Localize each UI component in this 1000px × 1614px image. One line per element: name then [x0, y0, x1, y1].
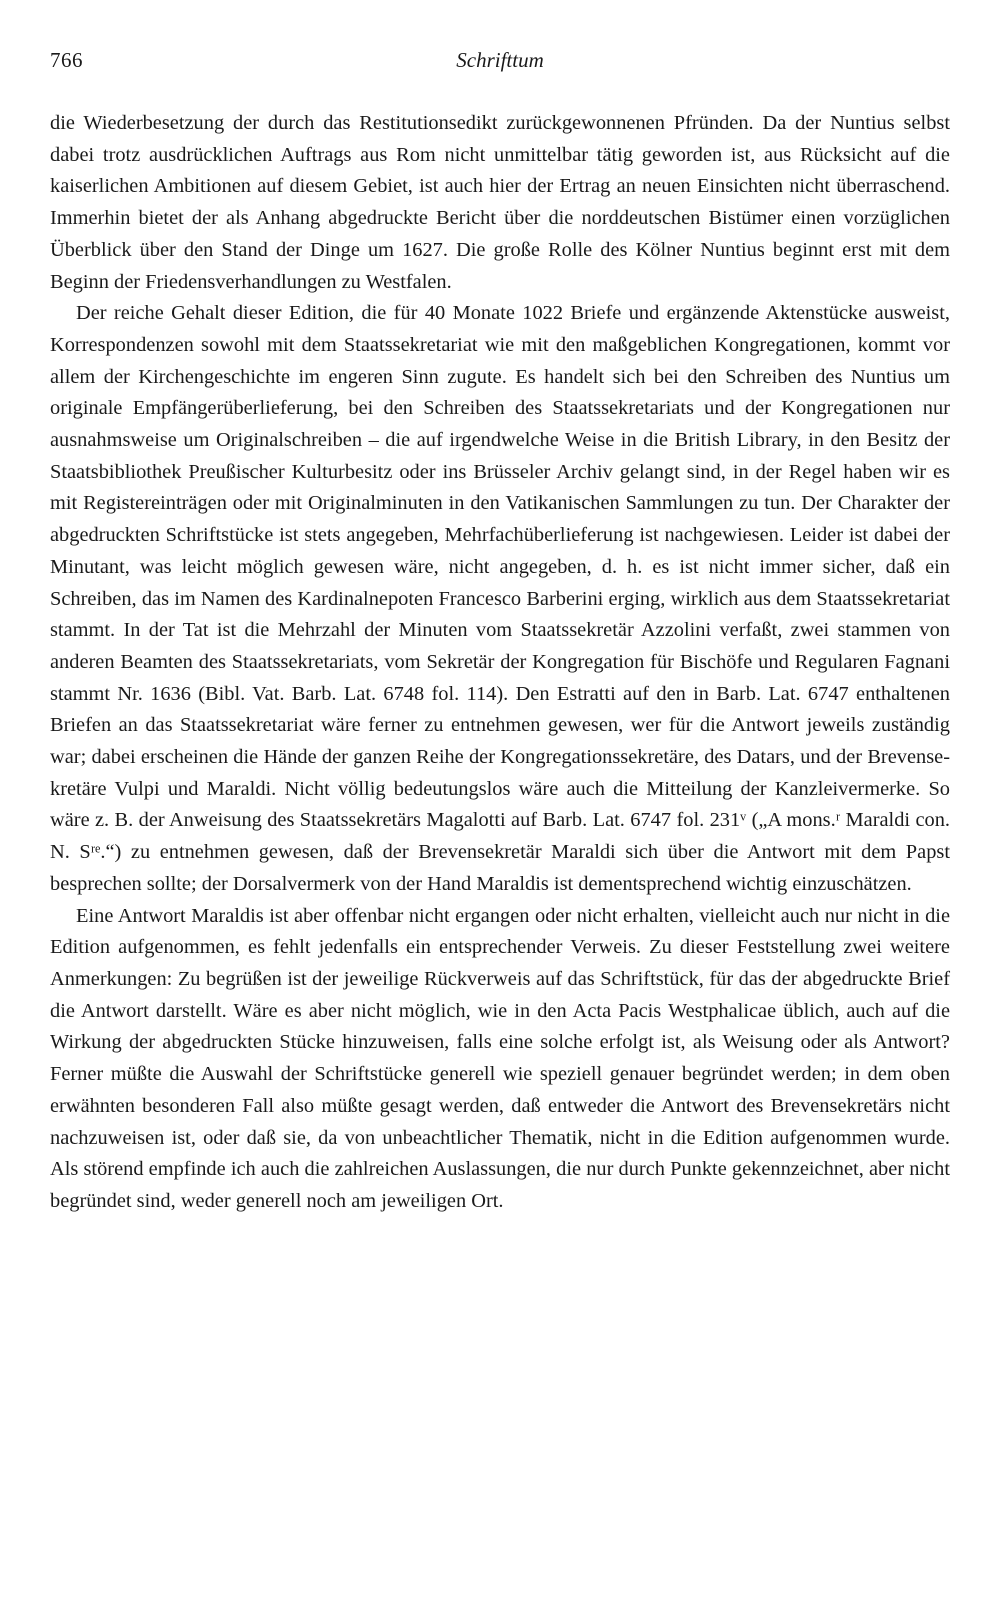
running-title: Schrifttum: [456, 48, 544, 72]
paragraph-2: Der reiche Gehalt dieser Edition, die für 40 Monate 1022 Briefe und ergänzende Aktenstücke ausweist, Korrespondenzen sowohl mit dem Staatssekretariat wie mit den maßgeblichen Kongregationen, kommt vor allem der Kirchengeschichte im engeren Sinn zugute. Es handelt sich bei den Schreiben des Nuntius um originale Empfängerüberlieferung, bei den Schreiben des Staatssekretariats und der Kongregationen nur ausnahmsweise um Originalschreiben – die auf irgendwelche Weise in die British Library, in den Besitz der Staatsbibliothek Preußischer Kulturbesitz oder ins Brüsseler Archiv gelangt sind, in der Regel haben wir es mit Registereinträgen oder mit Originalminuten in den Vatikanischen Sammlungen zu tun. Der Charakter der abgedruckten Schriftstücke ist stets angegeben, Mehrfachüberlieferung ist nachgewiesen. Leider ist dabei der Minutant, was leicht möglich gewesen wäre, nicht angegeben, d. h. es ist nicht immer sicher, daß ein Schreiben, das im Namen des Kardinalnepoten Francesco Barberini erging, wirklich aus dem Staatssekretariat stammt. In der Tat ist die Mehrzahl der Minuten vom Staatssekretär Azzolini verfaßt, zwei stammen von anderen Beamten des Staatssekretariats, vom Sekretär der Kongregation für Bischöfe und Regularen Fagnani stammt Nr. 1636 (Bibl. Vat. Barb. Lat. 6748 fol. 114). Den Estratti auf den in Barb. Lat. 6747 enthaltenen Briefen an das Staatssekretariat wäre ferner zu entnehmen gewesen, wer für die Antwort jeweils zuständig war; dabei erscheinen die Hände der ganzen Reihe der Kongregationssekretäre, des Datars, und der Brevensekretäre Vulpi und Maraldi. Nicht völlig bedeutungslos wäre auch die Mitteilung der Kanzleivermerke. So wäre z. B. der Anweisung des Staatssekretärs Magalotti auf Barb. Lat. 6747 fol. 231ᵛ („A mons.ʳ Maraldi con. N. Sʳᵉ.“) zu entnehmen gewesen, daß der Brevensekretär Maraldi sich über die Antwort mit dem Papst besprechen sollte; der Dorsalvermerk von der Hand Maraldis ist dementsprechend wichtig einzuschätzen.: [50, 302, 950, 895]
paragraph-1: die Wiederbesetzung der durch das Restitutionsedikt zurückgewonnenen Pfründen. Da der Nuntius selbst dabei trotz ausdrücklichen Auftrags aus Rom nicht unmittelbar tätig geworden ist, aus Rücksicht auf die kaiserlichen Ambitionen auf diesem Gebiet, ist auch hier der Ertrag an neuen Einsichten nicht überraschend. Immerhin bietet der als Anhang abgedruckte Bericht über die norddeutschen Bistümer einen vorzüglichen Überblick über den Stand der Dinge um 1627. Die große Rolle des Kölner Nuntius beginnt erst mit dem Beginn der Friedensverhandlungen zu Westfalen.: [50, 112, 950, 293]
running-head: [50, 48, 950, 84]
book-page: [50, 48, 950, 1218]
paragraph-3: Eine Antwort Maraldis ist aber offenbar nicht ergangen oder nicht erhalten, vielleicht auch nur nicht in die Edition aufgenommen, es fehlt jedenfalls ein entsprechender Verweis. Zu dieser Feststellung zwei weitere Anmerkungen: Zu begrüßen ist der jeweilige Rückverweis auf das Schriftstück, für das der abgedruckte Brief die Antwort darstellt. Wäre es aber nicht möglich, wie in den Acta Pacis Westphalicae üblich, auch auf die Wirkung der abgedruckten Stücke hinzuweisen, falls eine solche erfolgt ist, als Weisung oder als Antwort? Ferner müßte die Auswahl der Schriftstücke generell wie speziell genauer begründet werden; in dem oben erwähnten besonderen Fall also müßte gesagt werden, daß entweder die Antwort des Brevensekretärs nicht nachzuweisen ist, oder daß sie, da von unbeachtlicher Thematik, nicht in die Edition aufgenommen wurde. Als störend empfinde ich auch die zahlreichen Auslassungen, die nur durch Punkte gekennzeichnet, aber nicht begründet sind, weder generell noch am jeweiligen Ort.: [50, 904, 950, 1212]
body-text: [50, 108, 950, 1218]
page-number: 766: [50, 48, 83, 72]
